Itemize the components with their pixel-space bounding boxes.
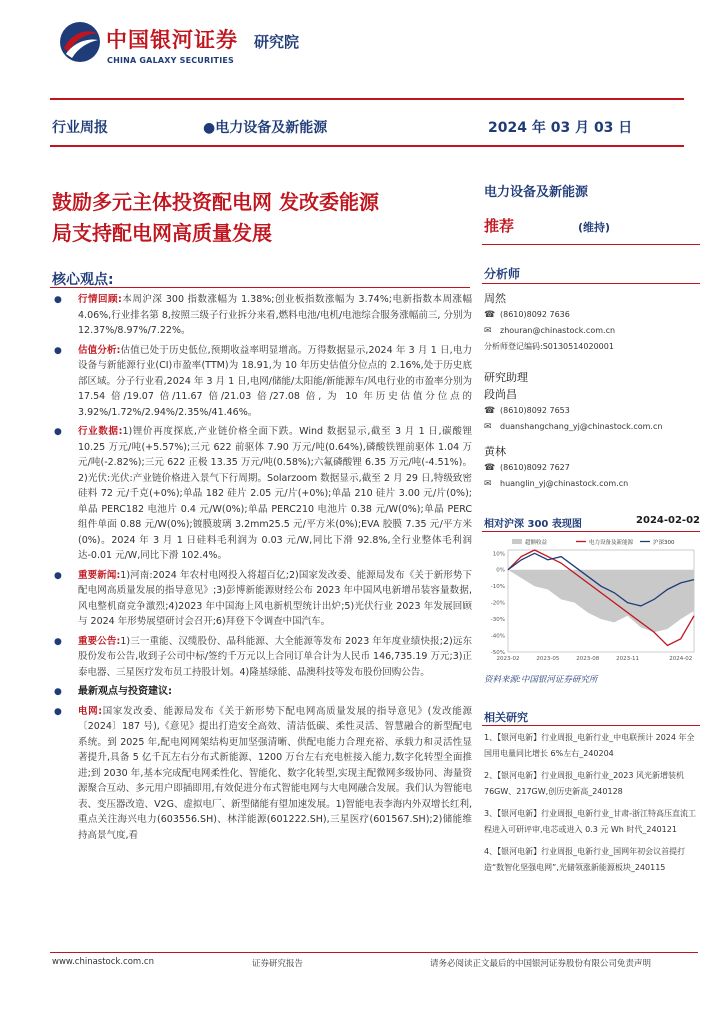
core-item-grid: ● 电网:国家发改委、能源局发布《关于新形势下配电网高质量发展的指导意见》(发改能源〔2024〕187 号),《意见》提出打造安全高效、清洁低碳、柔性灵活、智慧融合的新型配电系统。到 2025 年,配电网网架结构更加坚强清晰、供配电能力合理充裕、承载力和灵活性显著提升,具备 5 亿千瓦左右分布式新能源、1200 万台左右充电桩接入能力,数字化转型全面推进;到 2030 年,基本完成配电网柔性化、智能化、数字化转型,实现主配微网多级协同、海量资源聚合互动、多元用户即插即用,有效促进分布式智能电网与大电网融合发展。我们认为智能电表、变压器改造、V2G、虚拟电厂、新型储能有望加速发展。1)智能电表李海内外双增长红利,重点关注海兴电力(603556.SH)、林洋能源(601222.SH),三星医疗(601567.SH);2)储能维持高景气度,看 <box>54 705 472 841</box>
related-item[interactable]: 3、【银河电新】行业周报_电新行业_甘肃-浙江特高压直流工程进入可研评审,电芯或进入 0.3 元 Wh 时代_240121 <box>484 809 696 834</box>
analyst-2 <box>484 369 662 435</box>
logo-institute: 研究院 <box>254 33 300 51</box>
header-rule-bottom <box>50 145 684 147</box>
y-tick-label: -10% <box>490 584 505 591</box>
footer-url[interactable]: www.chinastock.com.cn <box>52 957 154 967</box>
x-tick-label: 2023-08 <box>576 656 600 662</box>
analyst-1 <box>484 290 615 355</box>
x-tick-label: 2024-02 <box>669 656 693 662</box>
analyst-phone: ☎ (8610)8092 7653 <box>484 403 662 419</box>
related-list <box>484 730 698 882</box>
related-item[interactable]: 2、【银河电新】行业周报_电新行业_2023 风光新增装机 76GW、217GW,创历史新高_240128 <box>484 771 684 796</box>
header-rule-top <box>50 98 684 100</box>
chart-heading <box>484 515 700 530</box>
footer-disclaimer: 请务必阅读正文最后的中国银河证券股份有限公司免责声明 <box>430 959 652 969</box>
y-tick-label: -30% <box>490 617 505 624</box>
chart-rule <box>482 531 700 532</box>
y-tick-label: 0% <box>496 567 505 574</box>
analyst-name: 段尚昌 <box>484 388 517 401</box>
analyst-name: 黄林 <box>484 445 506 458</box>
rating-sub: (维持) <box>578 221 611 234</box>
analyst-phone: ☎ (8610)8092 7627 <box>484 460 628 476</box>
bullet-icon: ● <box>54 636 62 647</box>
core-item-industry-data: ● 行业数据:1)锂价再度探底,产业链价格全面下跌。Wind 数据显示,截至 3 月 1 日,碳酸锂 10.25 万元/吨(+5.57%);三元 622 前驱体 7.90 万元/吨(0.64%),磷酸铁锂前驱体 1.04 万元/吨(-2.82%);三元 622 正极 13.35 万元/吨(0.58%);六氟磷酸锂 6.35 万元/吨(-4.51%)。2)光伏:光伏:产业链价格进入景气下行周期。Solarzoom 数据显示,截至 2 月 29 日,特级致密硅料 72 元/千克(+0%);单晶 182 硅片 2.05 元/片(+0%);单晶 210 硅片 3.00 元/片(0%);单晶 PERC182 电池片 0.4 元/W(0%);单晶 PERC210 电池片 0.38 元/W(0%);单晶 PERC 组件单面 0.88 元/W(0%);镀膜玻璃 3.2mm25.5 元/平方米(0%);EVA 胶膜 7.35 元/平方米(0%)。2024 年 3 月 1 日硅料毛利润为 0.03 元/W,同比下滑 92.8%,全行业整体毛利润达-0.01 元/W,同比下滑 102.4%。 <box>54 426 472 561</box>
email-icon: ✉ <box>484 422 492 432</box>
related-item[interactable]: 4、【银河电新】行业周报_电新行业_国网年初会议首提打造“数智化坚强电网”,光储领涨新能源板块_240115 <box>484 847 686 872</box>
core-item-valuation: ● 估值分析:估值已处于历史低位,预期收益率明显增高。万得数据显示,2024 年 3 月 1 日,电力设备与新能源行业(CI)市盈率(TTM)为 18.91,为 10 年历史估值分位点的 2.16%,处于历史底部区域。分子行业看,2024 年 3 月 1 日,电网/储能/太阳能/新能源车/风电行业的市盈率分别为 17.54 倍/19.07 倍/11.67 倍/21.03 倍/27.08 倍, 为 10 年历史估值分位点的 3.92%/1.72%/2.94%/2.35%/41.46%。 <box>54 344 472 418</box>
analyst-email: ✉ zhouran@chinastock.com.cn <box>484 323 615 339</box>
x-tick-label: 2023-02 <box>496 656 520 662</box>
legend-label: 电力设备及新能源 <box>589 540 634 546</box>
related-rule <box>482 725 700 726</box>
email-icon: ✉ <box>484 479 492 489</box>
analyst-rule <box>482 283 700 284</box>
analyst-email: ✉ huanglin_yj@chinastock.com.cn <box>484 476 628 492</box>
related-item[interactable]: 1、【银河电新】行业周报_电新行业_中电联预计 2024 年全国用电量同比增长 6%左右_240204 <box>484 733 695 758</box>
report-type: 行业周报 <box>52 120 108 136</box>
legend-swatch <box>512 539 522 544</box>
bullet-icon: ● <box>54 295 62 305</box>
x-tick-label: 2023-05 <box>536 656 560 662</box>
core-item-announcements: ● 重要公告:1)三一重能、汉缆股份、晶科能源、大全能源等发布 2023 年年度业绩快报;2)远东股份发布公告,收到子公司中标/签约千万元以上合同订单合计为人民币 146,735.19 万元;3)正泰电器、三星医疗发布员工持股计划。4)隆基绿能、晶澳科技等发布股份回购公告。 <box>54 635 472 678</box>
chart-date: 2024-02-02 <box>636 515 700 526</box>
galaxy-logo-icon <box>58 20 102 64</box>
footer-rule <box>50 952 698 953</box>
core-item-market: ● 行情回顾:本周沪深 300 指数涨幅为 1.38%;创业板指数涨幅为 3.74%;电新指数本周涨幅 4.06%,行业排名第 8,按照三级子行业拆分来看,燃料电池/电机/电池综合服务涨幅前三, 分别为 12.37%/8.97%/7.22%。 <box>54 294 472 336</box>
logo-chinese: 中国银河证券 <box>106 28 238 52</box>
y-tick-label: -50% <box>490 650 505 656</box>
bullet-icon: ● <box>54 706 62 717</box>
y-tick-label: -20% <box>490 600 505 607</box>
phone-icon: ☎ <box>484 310 496 320</box>
email-icon: ✉ <box>484 326 492 336</box>
bullet-icon: ● <box>54 687 62 697</box>
report-header <box>50 18 690 78</box>
analyst-title: 分析师 <box>484 267 521 281</box>
analyst-phone: ☎ (8610)8092 7636 <box>484 307 615 323</box>
relative-performance-chart <box>482 534 700 668</box>
bullet-icon: ● <box>54 345 62 356</box>
x-tick-label: 2023-11 <box>616 656 640 662</box>
series-area-excess <box>508 570 694 633</box>
legend-label: 超额收益 <box>525 540 548 546</box>
core-item-advice-heading: ● 最新观点与投资建议: <box>52 684 472 700</box>
phone-icon: ☎ <box>484 406 496 416</box>
core-views-title: 核心观点: <box>52 272 114 288</box>
report-title <box>52 187 472 249</box>
rating-rule <box>482 244 700 245</box>
y-tick-label: 10% <box>492 551 505 558</box>
rating-sector: 电力设备及新能源 <box>484 185 589 200</box>
y-tick-label: -40% <box>490 633 505 640</box>
core-views-list <box>52 292 472 847</box>
related-title: 相关研究 <box>484 711 528 724</box>
chart-title: 相对沪深 300 表现图 <box>484 519 582 530</box>
title-line-2: 局支持配电网高质量发展 <box>52 221 272 245</box>
footer-doc-type: 证券研究报告 <box>252 959 304 969</box>
legend-label: 沪深300 <box>653 540 675 546</box>
analyst-3 <box>484 443 628 492</box>
chart-source: 资料来源:中国银河证券研究所 <box>484 675 598 685</box>
analyst-reg: 分析师登记编码:S0130514020001 <box>484 342 614 351</box>
core-views-rule <box>50 287 470 288</box>
report-date: 2024 年 03 月 03 日 <box>488 120 633 136</box>
rating-label: 推荐 <box>484 217 515 235</box>
analyst-role: 研究助理 <box>484 371 528 384</box>
analyst-email: ✉ duanshangchang_yj@chinastock.com.cn <box>484 419 662 435</box>
title-line-1: 鼓励多元主体投资配电网 发改委能源 <box>52 190 379 214</box>
analyst-name: 周然 <box>484 292 506 305</box>
phone-icon: ☎ <box>484 463 496 473</box>
logo-english: CHINA GALAXY SECURITIES <box>107 56 234 65</box>
bullet-icon: ● <box>54 427 62 437</box>
report-sector: ●电力设备及新能源 <box>203 120 328 136</box>
bullet-icon: ● <box>54 570 62 581</box>
core-item-news: ● 重要新闻:1)河南:2024 年农村电网投入将超百亿;2)国家发改委、能源局发布《关于新形势下配电网高质量发展的指导意见》;3)彭博新能源财经公布 2023 年中国风电新增吊装容量数据,风电整机商竞争激烈;4)2023 年中国海上风电新机型统计出炉;5)光伏行业 2023 年发展回顾与 2024 年形势展望研讨会召开;6)拜登下令调查中国汽车。 <box>54 569 472 627</box>
